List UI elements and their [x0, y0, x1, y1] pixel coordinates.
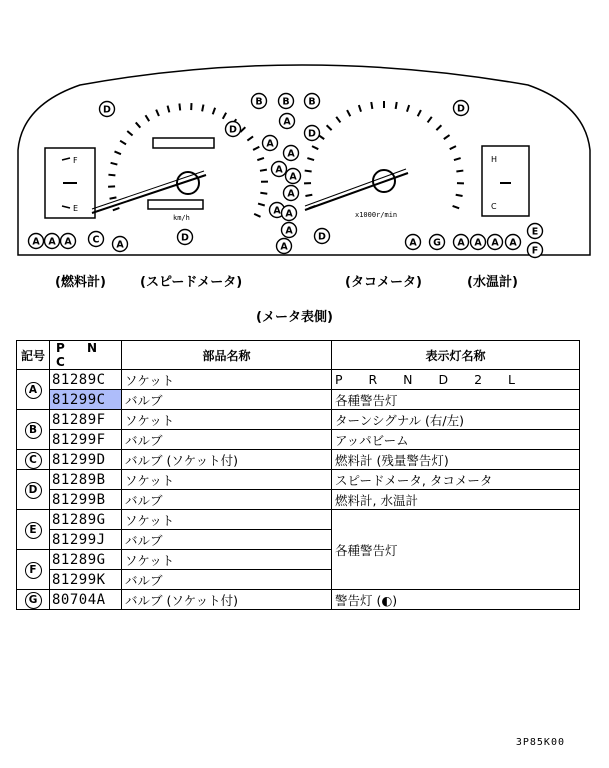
symbol-cell [17, 370, 50, 410]
marker-b-icon [252, 94, 267, 109]
svg-text:F: F [531, 245, 539, 257]
speedo-label: (スピードメータ) [140, 275, 243, 290]
svg-text:A: A [289, 171, 297, 183]
svg-text:E: E [531, 226, 539, 238]
marker-a-icon [284, 186, 299, 201]
tach-tick [444, 135, 450, 139]
svg-text:A: A [474, 237, 482, 249]
marker-a-icon [286, 169, 301, 184]
svg-text:D: D [229, 124, 237, 136]
svg-text:A: A [275, 164, 283, 176]
speedo-tick [253, 147, 259, 150]
marker-d-icon [315, 229, 330, 244]
speedo-tick [202, 105, 203, 112]
symbol-f-icon: F [25, 562, 42, 579]
tach-unit: x1000r/min [355, 211, 398, 219]
tach-tick [456, 195, 463, 196]
symbol-d-icon: D [25, 482, 42, 499]
table-row [17, 510, 580, 530]
lamp-cell: 各種警告灯 [332, 510, 580, 590]
lamp-cell: アッパビーム [332, 430, 580, 450]
svg-text:B: B [282, 96, 290, 108]
table-row [17, 390, 580, 410]
symbol-b-icon: B [25, 422, 42, 439]
symbol-cell [17, 510, 50, 550]
marker-d-icon [178, 230, 193, 245]
speedo-tick [260, 170, 267, 171]
marker-a-icon [61, 234, 76, 249]
tach-tick [312, 146, 318, 149]
speedo-tick [168, 106, 170, 113]
marker-d-icon [226, 122, 241, 137]
speedo-tick [110, 197, 117, 198]
svg-text:A: A [491, 237, 499, 249]
speedo-tick [258, 204, 265, 206]
svg-text:D: D [103, 104, 111, 116]
marker-b-icon [279, 94, 294, 109]
table-row [17, 470, 580, 490]
marker-a-icon [471, 235, 486, 250]
part-cell: バルブ [122, 490, 332, 510]
marker-a-icon [263, 136, 278, 151]
temp-gauge-label: (水温計) [467, 275, 518, 290]
part-cell: バルブ (ソケット付) [122, 590, 332, 610]
part-cell: ソケット [122, 410, 332, 430]
tach-tick [453, 206, 460, 208]
parts-table [16, 340, 580, 610]
lamp-cell: 燃料計 (残量警告灯) [332, 450, 580, 470]
symbol-cell [17, 410, 50, 450]
speedo-tick [179, 103, 180, 110]
tacho-label: (タコメータ) [345, 275, 422, 290]
svg-text:A: A [285, 208, 293, 220]
marker-e-icon [528, 224, 543, 239]
svg-text:G: G [433, 237, 441, 249]
speedo-tick [260, 193, 267, 194]
marker-a-icon [488, 235, 503, 250]
symbol-e-icon: E [25, 522, 42, 539]
pnc-cell: 81289C [50, 370, 122, 390]
part-cell: バルブ [122, 570, 332, 590]
lamp-cell: スピードメータ, タコメータ [332, 470, 580, 490]
speedo-tick [223, 113, 226, 119]
tach-tick [454, 158, 461, 160]
marker-d-icon [100, 102, 115, 117]
marker-a-icon [277, 239, 292, 254]
pnc-cell: 81289G [50, 510, 122, 530]
pnc-cell: 81289G [50, 550, 122, 570]
pnc-cell: 81299B [50, 490, 122, 510]
pnc-cell: 81289B [50, 470, 122, 490]
tach-tick [418, 110, 421, 116]
lamp-cell: 燃料計, 水温計 [332, 490, 580, 510]
symbol-a-icon: A [25, 382, 42, 399]
svg-text:A: A [280, 241, 288, 253]
svg-text:D: D [181, 232, 189, 244]
tach-tick [347, 110, 350, 116]
marker-c-icon [89, 232, 104, 247]
speedo-tick [254, 214, 260, 217]
marker-b-icon [305, 94, 320, 109]
marker-a-icon [282, 223, 297, 238]
diagram-caption: (メータ表側) [256, 310, 333, 325]
svg-text:B: B [255, 96, 263, 108]
header-pnc: P N C [50, 341, 122, 370]
svg-text:A: A [409, 237, 417, 249]
svg-text:D: D [457, 103, 465, 115]
tach-tick [309, 206, 316, 208]
speedo-tick [213, 108, 215, 115]
speedo-tick [127, 131, 132, 136]
tach-tick [436, 125, 441, 130]
lamp-cell: 警告灯 (◐) [332, 590, 580, 610]
svg-text:A: A [287, 188, 295, 200]
header-symbol: 記号 [17, 341, 50, 370]
marker-a-icon [29, 234, 44, 249]
marker-d-icon [305, 126, 320, 141]
svg-text:A: A [283, 116, 291, 128]
tach-tick [428, 117, 432, 123]
marker-a-icon [45, 234, 60, 249]
symbol-g-icon: G [25, 592, 42, 609]
table-row [17, 490, 580, 510]
tach-tick [359, 105, 361, 112]
svg-text:A: A [457, 237, 465, 249]
tach-tick [305, 171, 312, 172]
svg-text:A: A [266, 138, 274, 150]
svg-text:B: B [308, 96, 316, 108]
tach-tick [407, 105, 409, 112]
speedo-tick [145, 115, 149, 121]
part-cell: ソケット [122, 470, 332, 490]
lamp-cell: P R N D 2 L [332, 370, 580, 390]
symbol-cell [17, 590, 50, 610]
table-row [17, 590, 580, 610]
table-row [17, 410, 580, 430]
symbol-cell [17, 470, 50, 510]
fuel-gauge-label: (燃料計) [55, 275, 106, 290]
part-cell: バルブ [122, 530, 332, 550]
tach-tick [396, 102, 397, 109]
pnc-cell: 81299J [50, 530, 122, 550]
marker-a-icon [406, 235, 421, 250]
lamp-cell: 各種警告灯 [332, 390, 580, 410]
tach-tick [336, 117, 340, 123]
marker-a-icon [272, 162, 287, 177]
svg-text:A: A [116, 239, 124, 251]
part-cell: ソケット [122, 370, 332, 390]
svg-text:A: A [287, 148, 295, 160]
svg-text:C: C [92, 234, 100, 246]
marker-a-icon [113, 237, 128, 252]
part-cell: バルブ [122, 390, 332, 410]
speedo-tick [115, 151, 121, 154]
header-lamp-name: 表示灯名称 [332, 341, 580, 370]
marker-d-icon [454, 101, 469, 116]
part-cell: バルブ [122, 430, 332, 450]
fuel-empty-mark: E [73, 204, 79, 213]
pnc-cell: 80704A [50, 590, 122, 610]
tach-tick [305, 195, 312, 196]
svg-text:A: A [48, 236, 56, 248]
pnc-cell-selected[interactable]: 81299C [50, 390, 122, 410]
speedo-tick [156, 110, 159, 116]
marker-a-icon [454, 235, 469, 250]
tach-tick [371, 102, 372, 109]
symbol-cell [17, 450, 50, 470]
pnc-cell: 81299K [50, 570, 122, 590]
marker-f-icon [528, 243, 543, 258]
svg-text:D: D [308, 128, 316, 140]
svg-text:A: A [285, 225, 293, 237]
speedo-tick [257, 158, 264, 160]
svg-text:A: A [273, 205, 281, 217]
pnc-cell: 81299D [50, 450, 122, 470]
symbol-c-icon: C [25, 452, 42, 469]
marker-g-icon [430, 235, 445, 250]
tach-tick [450, 146, 456, 149]
symbol-cell [17, 550, 50, 590]
svg-text:A: A [64, 236, 72, 248]
speedo-tick [120, 141, 126, 145]
part-cell: ソケット [122, 510, 332, 530]
svg-text:A: A [32, 236, 40, 248]
speedo-tick [111, 163, 118, 165]
table-header-row [17, 341, 580, 370]
speed-unit: km/h [173, 214, 190, 222]
part-cell: バルブ (ソケット付) [122, 450, 332, 470]
table-row [17, 450, 580, 470]
page-code: 3P85K00 [515, 737, 565, 748]
marker-a-icon [284, 146, 299, 161]
fuel-full-mark: F [73, 156, 78, 165]
svg-text:D: D [318, 231, 326, 243]
tach-tick [327, 125, 332, 130]
tach-tick [307, 158, 314, 160]
temp-cold-mark: C [491, 202, 497, 211]
speedo-tick [108, 175, 115, 176]
lamp-cell: ターンシグナル (右/左) [332, 410, 580, 430]
table-row [17, 370, 580, 390]
tach-tick [456, 171, 463, 172]
marker-a-icon [280, 114, 295, 129]
svg-text:A: A [509, 237, 517, 249]
marker-a-icon [282, 206, 297, 221]
speedo-tick [247, 136, 253, 140]
part-cell: ソケット [122, 550, 332, 570]
speedo-tick [136, 122, 141, 127]
table-row [17, 430, 580, 450]
marker-a-icon [506, 235, 521, 250]
pnc-cell: 81299F [50, 430, 122, 450]
header-part-name: 部品名称 [122, 341, 332, 370]
speedo-tick [113, 208, 120, 210]
pnc-cell: 81289F [50, 410, 122, 430]
temp-hot-mark: H [491, 155, 498, 164]
